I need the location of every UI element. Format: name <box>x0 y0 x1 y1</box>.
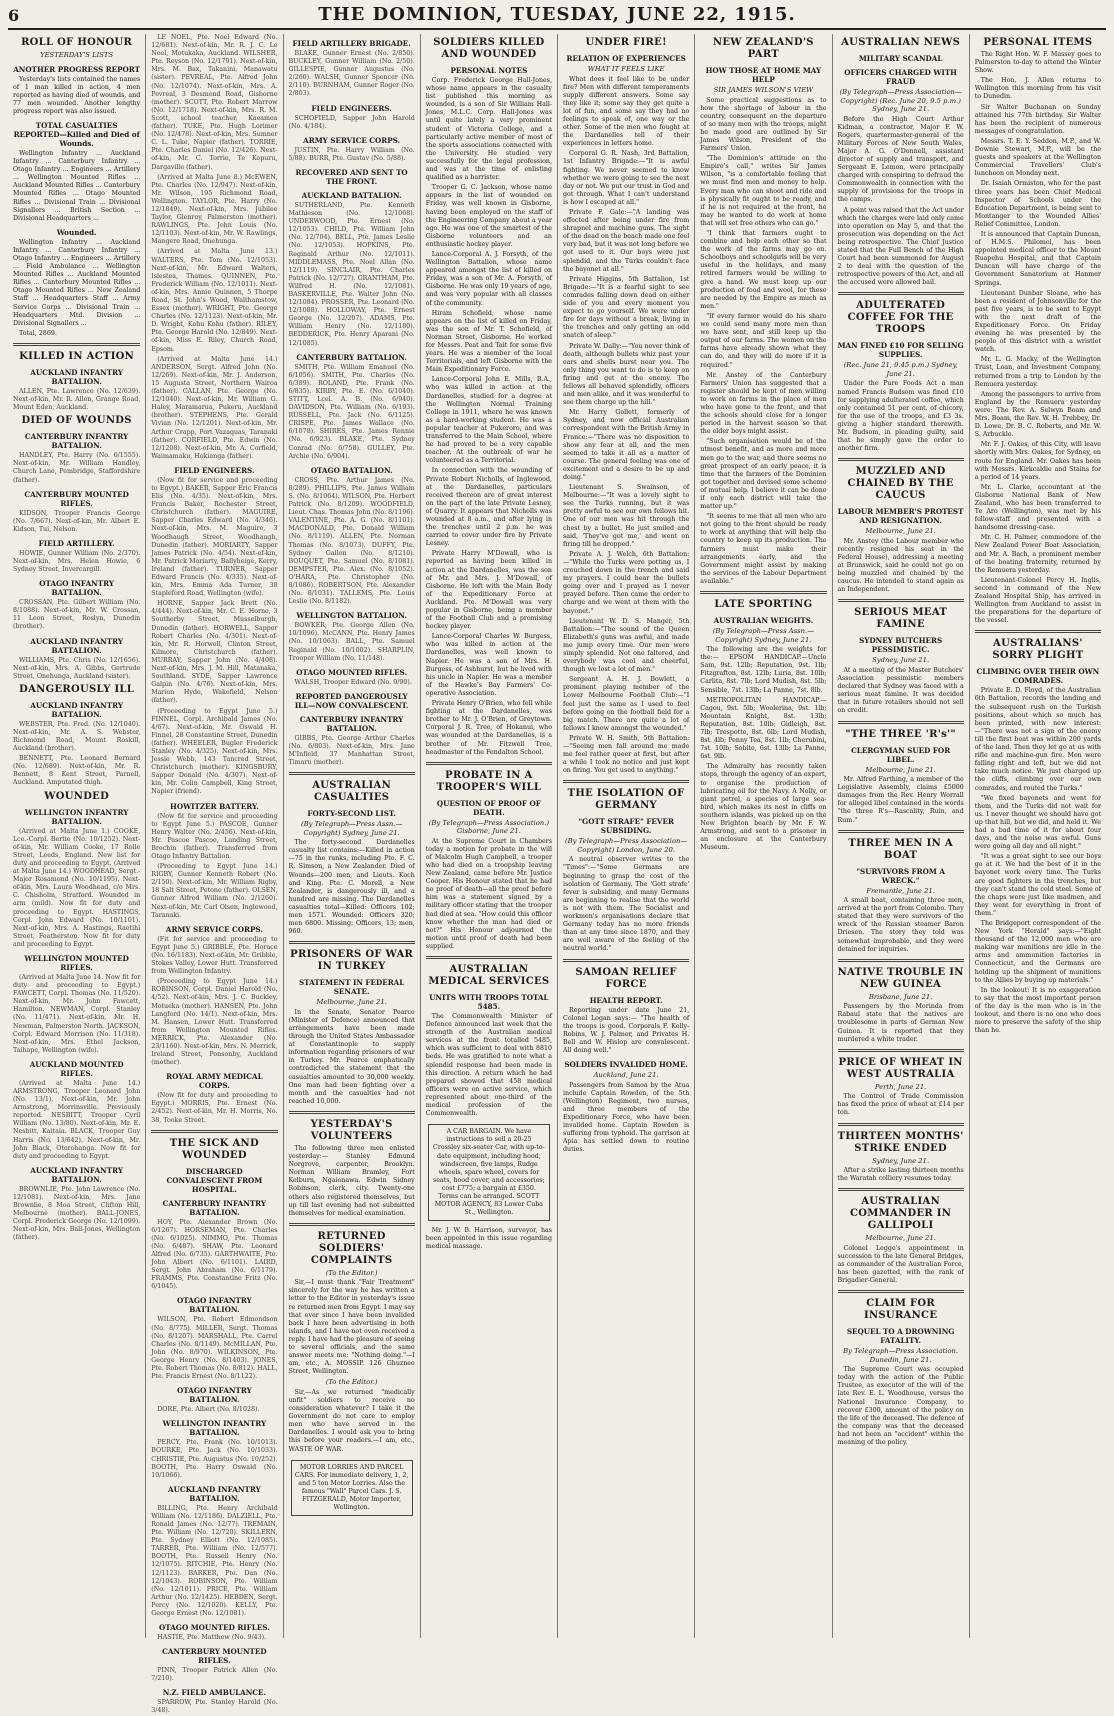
column-rule <box>563 780 689 783</box>
subheading: TOTAL CASUALTIES REPORTED—Killed and Died of Wounds. <box>13 120 140 148</box>
masthead <box>8 4 1106 30</box>
paragraph: Under the Pure Foods Act a man named Francis Budsom was fined £10 for supplying adulterated coffee, which only contained 51 per cent. of chicory, for the use of the troops, and £3 3s. giving a higher standard therewith. Mr. Budsom, in pleading guilty, said that he simply gave the order to another firm. <box>837 380 964 453</box>
subheading: LABOUR MEMBER'S PROTEST AND RESIGNATION. <box>837 507 964 526</box>
list-entry: (Proceeding to Egypt June 5.) FINNEL, Corpl. Archibald James (No. 4/67). Next-of-kin, Mr. Oswald H. Finnel, 28 Constantine Street, Dunedin (father). WHEELER, Bugler Frederick Stanley (No. 4/325). Next-of-kin, Mrs. Jessie Webb, 143 Tancred Street, Christchurch (mother). KINGSBURY, Sapper Donald (No. 4/307). Next-of-kin, Mr. Colin Campbell, King Street, Napier (friend). <box>151 707 278 796</box>
subheading: AUCKLAND INFANTRY BATTALION. <box>30 367 123 386</box>
dateline: Auckland, June 21. <box>593 1071 659 1080</box>
dateline: (By Telegraph—Press Assn.—Copyright) Sydney, June 21. <box>301 820 403 837</box>
list-entry: (Arrived at Malta June 14.) ARMSTRONG, Trooper Leonard John (No. 13/1). Next-of-kin, Mr. John Armstrong, Morrinsville. Previously reported. NESBITT, Trooper Cyril William (No. 13/80). Next-of-kin, Mr. E. Nesbitt, Kaitaia. BLACK, Trooper Guy Harris (No. 13/642). Next-of-kin, Mr. John Black, Otorohanga. Now fit for duty and proceeding to Egypt. <box>13 1079 141 1160</box>
list-entry: HOWIE, Gunner William (No. 2/370). Next-of-kin, Mrs. Helen Howie, 6 Sydney Street, Invercargill. <box>13 549 141 574</box>
headline: PRISONERS OF WAR IN TURKEY <box>290 949 414 973</box>
paragraph: Private E. D. Floyd, of the Australian 6th Battalion, records the landing and the subsequent rush on the Turkish positions, about which so much has been printed, with new interest:—"There was not a sign of the enemy till the first boat was within 200 yards of the land. Then they let go at us with rifle and machine-gun fire. Men were falling right and left, but we did not take much notice. We just charged up the cliffs, climbing over our own comrades, and routed the Turks." <box>974 687 1101 792</box>
subheading: HOW THOSE AT HOME MAY HELP <box>705 66 822 84</box>
paragraph: Mr. Anstey of the Canterbury Farmers' Union has suggested that a register should be kept of men willing to work on farms in the place of men who have gone to the front, and that the schools should close for a longer period in the harvest season so that the elder boys might assist. <box>700 371 827 436</box>
subheading: PERSONAL NOTES <box>450 66 528 75</box>
list-entry: WALSH, Trooper Edward (No. 9/90). <box>294 678 412 686</box>
headline: MUZZLED AND CHAINED BY THE CAUCUS <box>847 466 954 502</box>
paragraph: A point was raised that the Act under which the charges were laid only came into operation on May 5, and that the prosecution was depending on the Act being retrospective. The Chief Justice stated that the Full Bench of the High Court had been summoned for August 2 to deal with the question of the retrospective powers of the Act, and all the accused were allowed bail. <box>837 206 964 287</box>
list-entry: (Now fit for service and proceeding to Egypt.) BAKER, Sapper Eric Francis Elis (No. 4/35). Next-of-kin, Mrs. Francis Baker, Rochester Street, Christchurch (father). MAGUIRE, Sapper Charles Edward (No. 4/346). Next-of-kin, Mrs. M. Maguire, 3 Woodhaugh Street, Woodhaugh, Dunedin (father). MORIARTY, Sapper James Patrick (No. 4/54). Next-of-kin, Mr. Patrick Moriarty, Ballyheige, Kerry, Ireland (father). TURNER, Sapper Edward Francis (No. 4/335). Next-of-kin, Mrs. Emma Ada Turner, 38 Stapleford Road, Wellington (wife). <box>151 476 278 598</box>
subheading: CLIMBING OVER THEIR OWN COMRADES. <box>976 667 1100 686</box>
dateline: YESTERDAY'S LISTS <box>40 51 114 59</box>
paragraph: Some practical suggestions as to how the shortage of labour in the country, consequent on the departure of so many men with the troops, might be made good are outlined by Sir James Wilson, President of the Farmers' Union. <box>700 96 827 153</box>
headline: PROBATE IN A TROOPER'S WILL <box>436 769 542 793</box>
subheading: "SURVIVORS FROM A WRECK." <box>856 866 945 885</box>
column-rule <box>426 956 552 959</box>
headline: PERSONAL ITEMS <box>983 37 1093 48</box>
list-entry: (Arrived at Malta June 14.) ANDERSON, Sergt. Alfred John (No. 12/269). Next-of-kin, Mr. J. Anderson, 15 Augusta Street, Northern Wairoa (father). CALLAN, Pte. George (No. 12/1040). Next-of-kin, Mr. William G. Haley, Maramarua, Pukeru, Auckland (brother). STEPHENS, Pte. Gerald Vivian (No. 12/1201). Next-of-kin, Mr. Arthur Crapp, Port Vazaquas, Taranaki (father). CORFIELD, Pte. Edwin (No. 12/1208). Next-of-kin, Mr. A. Corfield, Waimamaku, Hokianga (father). <box>151 355 278 460</box>
column-rule <box>289 1111 415 1114</box>
list-entry: BOWKER, Pte. George Allen (No. 10/1096). McCANN, Pte. Henry James (No. 10/1063). BALL, Pte. Samuel Reginald (No. 10/1002). SHARPLIN, Trooper William (No. 11/148). <box>288 622 415 662</box>
list-entry: WILLIAMS, Pte. Chris (No. 12/1656). Next-of-kin, Mrs. A. Gibbs, Gertrude Street, Onehunga, Auckland (sister). <box>13 656 141 680</box>
column-rule <box>838 830 964 833</box>
headline: AUSTRALIANS' SORRY PLIGHT <box>992 638 1084 662</box>
paragraph: Mr. C. H. Palmer, commodore of the New Zealand Power Boat Association, and Mr. A. Bach, a prominent member of the boating fraternity, returned by the Remuera yesterday. <box>974 534 1101 574</box>
subheading: MILITARY SCANDAL <box>858 54 943 63</box>
subheading: WELLINGTON BATTALION. <box>296 611 407 621</box>
subheading: CANTERBURY MOUNTED RIFLES. <box>24 489 129 508</box>
subheading: REPORTED DANGEROUSLY ILL—NOW CONVALESCENT. <box>294 691 409 710</box>
paragraph: "If every farmer would do his share we could send many more men than we have sent, and still keep up the output of our farms. The women on the farms have already shown what they can do, and they will do more if it is required." <box>700 312 827 369</box>
list-entry: HORNE, Sapper Jack Brett (No. 4/444). Next-of-kin, Mr. C. E. Horne, 3 Southerby Street, Musselburgh, Dunedin (father). HORWELL, Sapper Robert Charles (No. 4/301). Next-of-kin, Mr. R. Horwell, Clinton Street, Kilmore, Christchurch (father). MURRAY, Sapper John (No. 4/408). Next-of-kin, Mrs. J. M. Hill, Matanaka, Southland. SYDE, Sapper Lawrence Galpin (No. 4/76). Next-of-kin, Mrs. Marion Hyde, Wakefield, Nelson (father). <box>151 600 278 705</box>
headline: THIRTEEN MONTHS' STRIKE ENDED <box>837 1130 964 1154</box>
paragraph: Yesterday's lists contained the names of 1 man killed in action, 4 men reported as having died of wounds, and 77 men wounded. Another lengthy progress report was also issued. <box>13 75 141 115</box>
paragraph: "I think that farmers ought to combine and help each other so that the work of the farms may go on. Schoolboys and schoolgirls will be very useful in the holidays, and many retired farmers would be willing to give a hand. We must keep up our production of food and wool, for these are needed by the Empire as much as men." <box>700 230 827 310</box>
headline: THE ISOLATION OF GERMANY <box>567 788 685 812</box>
list-entry: BLAKE, Gunner Ernest (No. 2/850). BUCKLEY, Gunner William (No. 2/50). GILLESPIE, Gunner Augustus (No. 2/260). WALSH, Gunner Spencer (No. 2/110). BURNHAM, Gunner Roger (No. 2/803). <box>288 50 415 98</box>
column-7 <box>832 34 969 1638</box>
paragraph: Lieutenant-Colonel Percy H. Inglis, second in command of the New Zealand Hospital Ship, has arrived in Wellington from Auckland to assist in the preparations for the departure of the vessel. <box>974 576 1101 625</box>
headline: RETURNED SOLDIERS' COMPLAINTS <box>310 1230 393 1266</box>
paragraph: Mr. F. J. Oakes, of this City, will leave shortly with Mrs. Oakes, for Sydney, en route for England. Mr. Oakes has been with Messrs. Kirkcaldie and Stains for a period of 14 years. <box>974 441 1101 481</box>
column-rule <box>563 959 689 962</box>
headline: "THE THREE 'R's'" <box>845 728 956 740</box>
paragraph: Corp. Frederick George Hall-Jones, whose name appears in the casualty list published this morning as wounded, is a son of Sir William Hall-Jones, M.L.C. Corp. Hall-Jones was until quite lately a very prominent student of Victoria College, and a particularly active member of most of the sports associations connected with the University. He studied very successfully for the legal profession, and was at the time of enlisting qualified as a barrister. <box>425 77 552 182</box>
list-entry: HANDLEY, Pte. Harry (No. 6/1555). Next-of-kin, Mr. William Handley, Church Lane, Pembridge, Staffordshire (father). <box>13 452 141 484</box>
list-entry: BROWNLIE, Pte. John Lawrence (No. 12/1081). Next-of-kin, Mrs. Jane Brownlie, 8 Moa Street, Clifton Hill, Melbourne (mother). BALL-JONES, Corpl. Frederick George (No. 12/1099). Next-of-kin, Mrs. Ball-Jones, Wellington (father). <box>13 1185 141 1242</box>
subheading: N.Z. FIELD AMBULANCE. <box>162 1688 266 1698</box>
column-rule <box>838 1188 964 1191</box>
column-rule <box>700 591 826 594</box>
list-entry: (Proceeding to Egypt June 14.) ROBINSON, Corpl. Daniel Harold (No. 4/52). Next-of-kin, Mrs. J. C. Buckley, Motueka (mother). HANSEN, Pte. John Langford (No. 14/1). Next-of-kin, Mrs. M. Hansen, Lower Hutt. Transferred from Wellington Mounted Rifles. MERRICK, Pte. Alexander (No. 23/1160). Next-of-kin, Mrs. N. Merrick, Ireland Street, Ponsonby, Auckland (mother). <box>151 978 278 1067</box>
paragraph: Messrs. T. E. Y. Seddon, M.P., and W. Downie Stewart, M.P., will be the guests and speakers at the Wellington Commercial Travellers' Club's luncheon on Monday next. <box>974 137 1101 178</box>
paragraph: What does it feel like to be under fire? Men with different temperaments supply different answers. Some say they like it; some say they get quite a lot of fun, and some say they had no feelings to speak of, one way or the other. Some of the men who fought at the Dardanelles tell of their experiences in letters home. <box>563 75 690 148</box>
headline: DANGEROUSLY ILL <box>19 683 135 695</box>
list-entry: (Now fit for service and proceeding to Egypt June 5.) PASCOE, Gunner Henry Walter (No. 2/456). Next-of-kin, Mr. Pascoe Pascoe, Landing Street, Brechin (father). Transferred from Otago Infantry Battalion. <box>151 812 278 860</box>
paragraph: Private W. Dally:—"You never think of death, although bullets whiz past your ears and shells burst near you. The only thing you want to do is to keep on firing and get at the enemy. The fellows all behaved splendidly, officers and men alike, and it was wonderful to see them charge up the hill." <box>563 342 690 407</box>
column-rule <box>838 458 964 461</box>
paragraph: The Bridgeport correspondent of the New York "Herald" says:—"Eight thousand of the 12,000 men who are making war munitions are idle in the arms and ammunition factories in Connecticut, and the Germans are holding up the shipment of munitions to the Allies by buying up materials." <box>974 920 1101 984</box>
column-4 <box>420 34 557 1638</box>
subheading: RECOVERED AND SENT TO THE FRONT. <box>295 167 408 186</box>
column-rule <box>289 772 415 775</box>
paragraph: Hiram Schofield, whose name appears on the list of killed on Friday, was the son of Mr. T. Schofield, of Norman Street, Gisborne. He worked for Messrs. Peat and Tait for some five years. He was a member of the local Territorials, and left Gisborne with the Main Expeditionary Force. <box>425 309 552 374</box>
subheading: AUCKLAND INFANTRY BATTALION. <box>30 700 123 719</box>
paragraph: METROPOLITAN HANDICAP.—Cagou, 9st. 5lb; Woolerina, 9st. 1lb; Mountain Knight, 8st. 13lb; Reputation, 8st. 10lb; Gidleigh, 8st. 7lb; Trespotte, 8st. 6lb; Lord Mudish, 8st. 4lb; Penny Tea, 8st. 1lb; Cherubini, 7st. 10lb; Sobite, 6st. 13lb; La Panne, 6st. 9lb. <box>700 696 827 761</box>
subheading: AUCKLAND MOUNTED RIFLES. <box>29 1059 124 1078</box>
subheading: HEALTH REPORT. <box>589 995 663 1005</box>
paragraph: After a strike lasting thirteen months the Waratah colliery resumes today. <box>837 1167 964 1183</box>
headline: PRICE OF WHEAT IN WEST AUSTRALIA <box>838 1056 963 1080</box>
subheading: RELATION OF EXPERIENCES <box>566 54 686 63</box>
column-rule <box>426 762 552 765</box>
column-1 <box>8 34 145 1638</box>
list-entry: SCHOFIELD, Sapper John Harold (No. 4/184). <box>288 114 415 130</box>
paragraph: Passengers from Samoa by the Atua include Captain Rowden, of the 5th (Wellington) Regiment, two nurses, and three members of the Expeditionary Force, who have been invalided home. Captain Rowden is suffering from typhoid. The garrison at Apia has settled down to routine duties. <box>563 1081 690 1154</box>
subheading: CANTERBURY INFANTRY BATTALION. <box>299 714 404 733</box>
subheading: OFFICERS CHARGED WITH FRAUD <box>844 68 957 86</box>
column-rule <box>838 721 964 724</box>
paragraph: A neutral observer writes to the "Times":—"Some Germans are beginning to grasp the cost of the isolation of Germany. The 'Gott strafe' fever is subsiding, and many Germans are beginning to realise that the world is not with them. The Socialist and workmen's organisations declare that Germany today has no more friends than at any time since 1870, and they are well aware of the feeling of the neutral world." <box>563 856 690 953</box>
dateline: Fremantle, June 21. <box>866 886 935 895</box>
paragraph: Lance-Corporal Charles W. Burgess, who was killed in action at the Dardanelles, was well known to Napier. He was a son of Mrs. H. Burgess, of Ashhurst, but he lived with his uncle in Napier. He was a member of the Hawke's Bay Farmers' Co-operative Association. <box>425 633 552 697</box>
paragraph: Colonel Legge's appointment in succession to the late General Bridges, as commander of the Australian Force, has been gazetted, with the rank of Brigadier-General. <box>837 1244 964 1285</box>
paragraph: The Commonwealth Minister of Defence announced last week that the strength of the Australian medical services at the front totalled 5485, which was sufficient to deal with 8810 beds. He was gratified to note what a splendid response had been made in this direction. A return which he had prepared showed that 458 medical officers were on active service, which represented about one-third of the medical profession of the Commonwealth. <box>425 1013 552 1118</box>
subheading: OTAGO MOUNTED RIFLES. <box>296 667 407 677</box>
subheading: STATEMENT IN FEDERAL SENATE. <box>298 978 405 997</box>
column-8 <box>969 34 1106 1638</box>
headline: SERIOUS MEAT FAMINE <box>854 607 948 631</box>
column-3 <box>283 34 420 1638</box>
paragraph: Dr. Isaiah Ormiston, who for the past three years has been Chief Medical Inspector of Schools under the Education Department, is being sent to Montanger to the Wounded Allies' Relief Committee, London. <box>974 180 1101 228</box>
subheading: SOLDIERS INVALIDED HOME. <box>564 1060 688 1070</box>
subheading: OTAGO BATTALION. <box>310 465 393 475</box>
column-5 <box>557 34 694 1638</box>
paragraph: Wellington Infantry ... Auckland Infantry ... Canterbury Infantry ... Otago Infantry ... Engineers ... Artillery ... Field Ambulance ... Wellington Mounted Rifles ... Auckland Mounted Rifles ... Canterbury Mounted Rifles ... Otago Mounted Rifles ... New Zealand Staff ... Headquarters Staff ... Army Service Corps ... Divisional Train ... Headquarters Mtd. Division ... Divisional Signallers ... <box>13 238 141 327</box>
column-rule <box>838 1123 964 1126</box>
subheading: FORTY-SECOND LIST. <box>307 809 396 819</box>
list-entry: SMITH, Pte. William Emanuel (No. 6/1056). SMITH, Pte. Charles (No. 6/389). ROLAND, Pte. Frank (No. 6/835). KIRBY, Pte. E. (No. 6/1040). STITT, Lcel. A. B. (No. 6/940). DAVIDSON, Pte. William (No. 6/193). RUSSELL, Pte. Jack (No. 6/1125). CRISPE, Pte. James Wallace (No. 6/1078). SHIRES, Pte. James Rennie (No. 6/923). BLAKE, Pte. Sydney Conrad (No. 6/758). GULLEY, Pte. Archie (No. 6/904). <box>288 363 415 460</box>
subheading: QUESTION OF PROOF OF DEATH. <box>436 798 541 817</box>
column-rule <box>289 1223 415 1226</box>
paragraph: At a meeting of the Master Butchers' Association pessimistic members declared that Sydney was faced with a serious meat famine. It was decided that in future retailers should not sell on credit. <box>837 666 964 715</box>
subheading: AUSTRALIAN WEIGHTS. <box>713 616 814 626</box>
paragraph: Sir,—I must thank "Fair Treatment" sincerely for the way he has written a letter to the Editor in yesterday's issue re returned men from Egypt. I may say that ever since I have been invalided back I have been advertising in both islands, and I have not even received a reply. I have had the pleasure of seeing to several officials, and the same answer meets me: "Nothing doing."—I am, etc., A. MOSSIP. 126 Ghuznee Street, Wellington. <box>288 1279 415 1376</box>
dateline: Melbourne, June 21. <box>865 765 936 774</box>
paragraph: Private Henry O'Brien, who fell while fighting at the Dardanelles, was brother to Mr. J. O'Brien, of Greytown. Corporal J. R. Tree, of Hokanui, who was wounded at the Dardanelles, is a brother of Mr. Fitzwell Tree, headmaster of the Fendalton School. <box>425 700 552 756</box>
paragraph: Lieutenant W. D. S. Manger, 5th Battalion:—"The sound of the Queen Elizabeth's guns was awful, and made me jump every time. Our men were simply splendid. Not one faltered, and everybody was cool and cheerful, though we lost a lot of men." <box>563 617 690 674</box>
paragraph: The Hon. J. Allen returns to Wellington this morning from his visit to Dunedin. <box>974 77 1101 101</box>
subheading: ARMY SERVICE CORPS. <box>303 135 401 145</box>
paragraph: The Right Hon. W. F. Massey goes to Palmerston to-day to attend the Winter Show. <box>974 51 1101 75</box>
subheading: WELLINGTON INFANTRY BATTALION. <box>162 1419 267 1438</box>
dateline: Melbourne, June 21. <box>865 1234 936 1243</box>
paragraph: Mr. Anstey (the Labour member who recently resigned his seat in the Federal House), addressing a meeting at Brunswick, said he could not go on being muzzled and chained by the caucus. He intended to stand again as an Independent. <box>837 537 964 594</box>
subheading: WELLINGTON MOUNTED RIFLES. <box>24 953 129 972</box>
paragraph: Private Higgins, 5th Battalion, 1st Brigade:—"It is a fearful sight to see comrades falling down dead on either side of you and every moment you expect to go yourself. We were under fire for days without a break, living in the trenches and only getting an odd snatch of sleep." <box>563 275 690 340</box>
subheading: FIELD ENGINEERS. <box>311 103 392 113</box>
list-entry: HASTIE, Pte. Matthew (No. 9/43). <box>157 1634 267 1642</box>
dateline: Sydney, June 21. <box>872 1156 930 1165</box>
subheading: SYDNEY BUTCHERS PESSIMISTIC. <box>859 636 943 655</box>
paragraph: At the Supreme Court in Chambers today a motion for probate in the will of Malcolm Hugh Campbell, a trooper who had died on a troopship leaving New Zealand, came before Mr. Justice Cooper. His Honour stated that he had no proof of death—all the proof before him was a statement signed by a military officer stating that the trooper had died at sea. "How could this officer know whether the man had died or not?" His Honour adjourned the motion until proof of death had been supplied. <box>425 837 552 950</box>
paragraph: Lance-Corporal John E. Mills, B.A., who was killed in action at the Dardanelles, studied for a degree at the Wellington Normal Training College in 1911, where he was known as a hard-working student. He was a popular teacher at Pukeroro, and was transferred to the Main School, where he had proved to be a very capable teacher. At the outbreak of war he volunteered as a Territorial. <box>425 376 552 465</box>
list-entry: JUSTIN, Pte. Harry William (No. 5/88). BURR, Pte. Gustav (No. 5/88). <box>288 146 415 162</box>
subheading: SEQUEL TO A DROWNING FATALITY. <box>846 1327 955 1346</box>
list-entry: BILLING, Pte. Henry Archibald William (No. 12/1186). DALZIELL, Pte. Ronald James (No. 12/77). TREMAIN, Pte. William (No. 12/720). SKILLERN, Pte. Sydney Elliott (No. 12/1085). TARRER, Pte. William (No. 12/577). BOOTH, Pte. Russell Henry (No. 12/1075). RITCHIE, Pte. Henry (No. 12/1123). BARKER, Pte. Dan (No. 12/1043). ROBINSON, Pte. William (No. 12/1011). PRICE, Pte. William Arthur (No. 12/1425). HEBDEN, Sergt. Percy (No. 12/1020). KELLY, Pte. George Ernest (No. 12/1081). <box>151 1504 278 1617</box>
headline: CLAIM FOR INSURANCE <box>863 1298 938 1322</box>
newspaper-title: THE DOMINION, TUESDAY, JUNE 22, 1915. <box>318 4 796 25</box>
column-rule <box>151 1130 277 1133</box>
list-entry: (Arrived at Malta June 13.) WALTERS, Pte. Tom (No. 12/1053). Next-of-kin, Mr. Edward Walters, Islestea, Thames. QUINNEN, Pte. Frederick William (No. 12/1011). Next-of-kin, Mrs. Annie Quinnen, 5 Thorpe Road, St. John's Wood, Walthamstow, Essex (mother). WRIGHT, Pte. George Charles (No. 12/1123). Next-of-kin, Mr. D. Wright, Kohu Kohu (father). RILEY, Pte. George Harold (No. 12/849). Next-of-kin, Miss E. Riley, Church Road, Epsom. <box>151 248 278 353</box>
paragraph: Lance-Corporal A. J. Forsyth, of the Wellington Battalion, whose name appeared amongst the list of killed on Friday, was a son of Mr. A. Forsyth, of Gisborne. He was only 19 years of age, and was very popular with all classes of the community. <box>425 250 552 307</box>
paragraph: The forty-second Dardanelles casualty list contains:—Killed in action—75 in the ranks, including Pte. F. C. R. Simson, a New Zealander. Died of Wounds—200 men, and Lieuts. Koch and King. Pte. C. Morell, a New Zealander, is dangerously ill, and a hundred are missing. The Dardanelles casualties total—Killed: Officers 102; men 1571. Wounded: Officers 320; men 6800. Missing: Officers, 13; men, 960. <box>288 839 415 936</box>
paragraph: Mr. Harry Gollett, formerly of Sydney, and now official Australian correspondent with the British Army in France:—"There was no disposition to show any fear at all, and the men seemed to take it all as a matter of course. The general feeling was one of excitement and a desire to be up and doing." <box>563 409 690 481</box>
list-entry: DORE, Pte. Albert (No. 8/1028). <box>157 1406 260 1414</box>
subheading: OTAGO INFANTRY BATTALION. <box>177 1386 252 1405</box>
subheading: Wounded. <box>56 227 97 237</box>
paragraph: Passengers by the Morinda from Rabaul state that the natives are troublesome in parts of German New Guinea. It is reported that they murdered a white trader. <box>837 1003 964 1043</box>
subheading: UNITS WITH TROOPS TOTAL 5485. <box>429 993 549 1011</box>
list-entry: SUTHERLAND, Pte. Kenneth Mathieson (No. 12/1068). UNDERWOOD, Pte. Ernest (No. 12/1053). CHILD, Pte. William John (No. 12/704). BELL, Pte. James Leslie (No. 12/1053). HOPKINS, Pte. Reginald Arthur (No. 12/1011). MIDDLEMASS, Pte. Noel Allan (No. 12/1119). SINCLAIR, Pte. Charles Patrick (No. 12/727). GRANTHAM, Pte. Wilfred H. (No. 12/1081). BASKERVILLE, Pte. Walter John (No. 12/1084). PROSSER, Pte. Leonard (No. 12/1088). HOLLOWAY, Pte. Ernest George (No. 12/207). ADAMS, Pte. William Henry (No. 12/1180). BEDDERICK, Pte. Henry Aparani (No. 12/1085). <box>288 201 415 347</box>
subheading: AUCKLAND INFANTRY BATTALION. <box>30 1165 123 1184</box>
column-rule <box>838 1049 964 1052</box>
headline: WOUNDED <box>44 790 110 802</box>
paragraph: It is announced that Captain Duncan, of H.M.S. Philomel, has been appointed medical officer to the Mount Ruapehu Hospital, and that Captain Duncan will have charge of the Government Sanatorium at Hanmer Springs. <box>974 230 1101 287</box>
headline: THE SICK AND WOUNDED <box>169 1137 259 1161</box>
paragraph: In the Senate, Senator Pearce (Minister of Defence) announced that arrangements have been made through the United States Ambassador at Constantinople to supply information regarding prisoners of war in Turkey. Mr. Pearce emphatically contradicted the statement that the casualties amounted to 30,000 weekly. One man had been fighting over a month and the casualties had not reached 10,000. <box>288 1008 415 1105</box>
paragraph: "It was a great sight to see our boys go at it. We had the best of it in the bayonet work every time. The Turks are good fighters in the trenches, but they can't stand the cold steel. Some of the chaps were just like madmen, and they went for everything in front of them." <box>974 853 1101 917</box>
dateline: SIR JAMES WILSON'S VIEW <box>713 86 814 94</box>
paragraph: The following are the weights for the:— EPSOM HANDICAP.—Uncle Sam, 9st. 12lb; Reputation, 9st. 1lb; Fitzgrafton, 8st. 12lb; Luria, 8st. 10lb; Carlita, 8st. 7lb; Lord Mudish, 8st. 5lb; Sensible, 7st. 13lb; La Panne, 7st. 8lb. <box>700 646 827 694</box>
subheading: ANOTHER PROGRESS REPORT <box>13 64 141 74</box>
list-entry: CROSSAN, Pte. Gilbert William (No. 8/1088). Next-of-kin, Mr. W. Crossan, 11 Leon Street, Roslyn, Dunedin (brother). <box>13 599 141 631</box>
list-entry: (Now fit for duty and proceeding to Egypt.) MORRIS, Pte. Ernest (No. 2/452). Next-of-kin, Mr. H. Morris, No. 38, Tooke Street. <box>151 1092 278 1124</box>
column-rule <box>975 630 1101 633</box>
advertisement: MOTOR LORRIES AND PARCEL CARS. For immediate delivery, 1, 2, and 5 ton Motor Lorries. Also the famous "Wall" Parcel Cars. J. S. FITZGERALD, Motor Importer, Wellington. <box>291 1460 413 1517</box>
column-rule <box>838 292 964 295</box>
list-entry: WILSON, Pte. Robert Edmondson (No. 8/775). MILLER, Sergt. Thomas (No. 8/1207). MARSHALL, Pte. Carrel Charles (No. 8/1149). McMILLAN, Pte. John (No. 8/970). WILKINSON, Pte. George Henry (No. 8/1403). JONES, Pte. Robert Thomas (No. 8/812). HALL, Pte. Francis Ernest (No. 8/1122). <box>151 1316 278 1381</box>
headline: SAMOAN RELIEF FORCE <box>575 966 677 990</box>
subheading: ROYAL ARMY MEDICAL CORPS. <box>166 1072 263 1091</box>
column-rule <box>13 343 140 346</box>
subheading: AUCKLAND INFANTRY BATTALION. <box>30 636 123 655</box>
dateline: Perth, June 21. <box>874 1082 927 1091</box>
subheading: AUCKLAND INFANTRY BATTALION. <box>168 1484 261 1503</box>
list-entry: ALLEN, Pte. Lawrence (No. 12/639). Next-of-kin, Mr. R. Allen, Grange Road, Mount Eden, Auckland. <box>13 387 141 412</box>
list-entry: (Fit for service and proceeding to Egypt June 5.) GRIBBLE, Pte. Horace (No. 16/1183). Next-of-kin, Mr. Gribble, Stokes Valley, Lower Hutt. Transferred from Wellington Infantry. <box>151 935 278 976</box>
subheading: OTAGO INFANTRY BATTALION. <box>39 579 114 598</box>
dateline: (To the Editor.) <box>325 1378 378 1387</box>
paragraph: Wellington Infantry ... Auckland Infantry ... Canterbury Infantry ... Otago Infantry ... Engineers ... Artillery ... Wellington Mounted Rifles ... Auckland Mounted Rifles ... Canterbury Mounted Rifles ... Otago Mounted Rifles ... Divisional Train ... Divisional Signallers ... British Section ... Divisional Headquarters ... <box>13 149 141 222</box>
paragraph: Corporal G. R. Nash, 3rd Battalion, 1st Infantry Brigade:—"It is awful fighting. We never seemed to know whether we were going to see the next day or not. We put our trust in God and got through. What I can't understand is how I escaped at all." <box>563 150 690 206</box>
dateline: (By Telegraph—Press Association—Copyright) (Rec. June 20, 9.5 p.m.) Sydney, June 21. <box>839 88 962 113</box>
headline: KILLED IN ACTION <box>19 350 135 362</box>
paragraph: The following three men enlisted yesterday:— Stanley Edmund Norgrove, carpenter, Brooklyn. Norman William Bramley, Fort Kelburn, Ngaionawa. Edwin Sidney Robinson, clerk, city. Twenty-one others also registered themselves, but up till last evening had not submitted themselves for medical examination. <box>288 1144 415 1217</box>
columns <box>8 34 1106 1715</box>
list-entry: SPARROW, Pte. Stanley Harold (No. 3/48). <box>151 1699 278 1715</box>
dateline: (By Telegraph—Press Association—Copyright) London, June 20. <box>565 837 688 854</box>
list-entry: (Proceeding to Egypt June 14.) RIGBY, Gunner Kenneth Robert (No. 2/150). Next-of-kin, Mr. William Rigby, 18 Salt Street, Petone (father). OLSEN, Gunner Alfred William (No. 2/1260). Next-of-kin, Mr. Carl Olsen, Inglewood, Taranaki. <box>151 863 278 919</box>
headline: AUSTRALIAN NEWS <box>841 37 961 48</box>
subheading: "GOTT STRAFE" FEVER SUBSIDING. <box>578 817 674 836</box>
dateline: Melbourne, June 21. <box>865 527 936 536</box>
paragraph: Private W. H. Smith, 5th Battalion:—"Seeing men fall around me made me feel rather queer at first, but after a while I took no notice and just kept on firing. You get used to anything." <box>563 734 690 775</box>
list-entry: CROSS, Pte. Arthur James (No. 8/289). PHILLIPS, Pte. James William S. (No. 8/1064). WILSON, Pte. Herbert Patrick (No. 8/1209). WOODFIELD, Lieut. Chas. Thomas John (No. 8/1196). VALENTINE, Pte. A. G. (No. 8/1101). MACDONALD, Pte. Donald William (No. 8/1119). ALLEN, Pte. Norman Thomas (No. 8/1073). DUFFY, Pte. Sydney Gallon (No. 8/1210). BOUQUET, Pte. Samuel (No. 8/1081). DEMPSTER, Pte. Alex. (No. 8/1052). O'HARA, Pte. Christopher (No. 8/1086). ROBERTSON, Pte. Alexander (No. 8/1031). TALLEMS, Pte. Louis Leslie (No. 8/1182). <box>288 476 415 606</box>
subheading: AUCKLAND BATTALION. <box>301 190 402 200</box>
paragraph: Mr. L. Clarke, accountant at the Gisborne National Bank of New Zealand, who has been transferred to Te Aro (Wellington), was met by his fellow-staff and presented with a handsome dressing-case. <box>974 483 1101 532</box>
paragraph: The Admiralty has recently taken steps, through the agency of an expert, to organise the production of lubricating oil for the Navy. A Nelly, or giant petrel, a species of large sea-bird, which makes its nest in cliffs on southern islands, was picked up on the New Brighton beach by Mr. F. W. Armstrong, and sent to a prisoner in an enclosure at the Canterbury Museum. <box>700 763 827 852</box>
subheading: CANTERBURY INFANTRY BATTALION. <box>24 432 129 451</box>
subheading: MAN FINED £10 FOR SELLING SUPPLIES. <box>837 341 964 360</box>
headline: LATE SPORTING <box>714 599 813 611</box>
list-entry: PINN, Trooper Patrick Allen (No. 7/210). <box>151 1667 278 1683</box>
paragraph: A small boat, containing three men, arrived at the port from Colombo. They stated that they were survivors of the wreck of the Russian steamer Baron Driesen. The story they told was somewhat improbable, and they were detained for inquiries. <box>837 897 964 953</box>
list-entry: LE NOEL, Pte. Noel Edward (No. 12/681). Next-of-kin, Mr. R. J. C. Le Noel, Motukaka, Auckland. WILSHER, Pte. Reyson (No. 12/1791). Next-of-kin, Mrs. M. Bax, Takanini, Manawatu (sister). PEVREAL, Pte. Alfred John (No. 12/1074). Next-of-kin, Mrs. A. Pevreal, 3 Desmond Road, Gisborne (mother). SCOTT, Pte. Robert Marrow (No. 12/1718). Next-of-kin, Mrs. R. M. Scott, school teacher, Kaeamea (father). TUKE, Pte. Hugh Lorimer (No. 12/478). Next-of-kin, Mrs. Sumner C. L. Tuke, Napier (father). TORRIE, Pte. Charles Daniel (No. 12/426). Next-of-kin, Mr. C. Torrie, Te Kopuru, Dargaville (father). <box>151 34 278 171</box>
headline: THREE MEN IN A BOAT <box>848 837 953 861</box>
paragraph: Sir,—As we returned "medically unfit" soldiers to receive no consideration whatever? I take it the Government do not care to employ men who have served in the Dardanelles. I would ask you to bring this before your readers.—I am, etc., WASTE OF WAR. <box>288 1388 415 1453</box>
dateline: (By Telegraph—Press Association.) Gisborne, June 21. <box>428 818 549 836</box>
dateline: WHAT IT FEELS LIKE <box>587 65 665 73</box>
subheading: HOWITZER BATTERY. <box>170 801 259 811</box>
subheading: CANTERBURY BATTALION. <box>296 352 407 362</box>
paragraph: Mr. Alfred Farthing, a member of the Legislative Assembly, claims £5000 damages from the Rev. Henry Worrall for alleged libel contained in the words "the three R's—Rascality, Ruin, and Rum." <box>837 776 964 824</box>
list-entry: HOY, Pte. Alexander Brown (No. 6/1267). HORSEMAN, Pte. Charles (No. 6/1025). NIMMO, Pte. Thomas (No. 6/487). SHAW, Pte. Leonard Alfred (No. 6/735). GARTHWAITE, Pte. John Albert (No. 6/1101). LAIRD, Sergt. John Abraham (No. 6/1179). FRAMMS, Pte. Constantine Fritz (No. 6/1045). <box>151 1218 278 1291</box>
headline: AUSTRALIAN CASUALTIES <box>312 780 392 804</box>
paragraph: Before the High Court Arthur Kidman, a contractor, Major F. W. Rogers, quartermaster-general of the Military Forces of New South Wales, Major A. G. O'Donnell, assistant director of supply and transport, and Sergeant E. Lemon, were principally charged with conspiring to defraud the Commonwealth in connection with the supply of provisions for the troops in the camps. <box>837 115 964 204</box>
headline: NEW ZEALAND'S PART <box>712 37 814 60</box>
column-rule <box>838 1290 964 1293</box>
dateline: Melbourne, June 21. <box>316 998 387 1007</box>
list-entry: (Arrived at Malta June 14. Now fit for duty and proceeding to Egypt.) FAWCETT, Corpl. Thomas (No. 11/520). Next-of-kin, Mr. John Fawcett, Hamilton. NEWMAN, Corpl. Stanley (No. 11/471). Next-of-kin, Mr. H. Newman, Palmerston North. JACKSON, Corpl. Edward Morrison (No. 11/318). Next-of-kin, Mrs. Ethel Jackson, Taihape, Wellington (wife). <box>13 973 141 1054</box>
paragraph: Lieutenant S. Swainson, of Melbourne:—"It was a lovely sight to see the Turks running, but it was pretty awful to see our own fellows hit. One of our men was hit through the chest by a bullet. He just smiled and said, 'They've got me,' and went on firing till he dropped." <box>563 484 690 548</box>
list-entry: WEBSTER, Pte. Fred. (No. 12/1040). Next-of-kin, Mr. A. S. Webster, Richmond Road, Mount Roskill, Auckland (brother). <box>13 720 141 753</box>
column-2 <box>145 34 282 1715</box>
paragraph: "The Dominion's attitude on the Empire's call," writes Sir James Wilson, "is a comfortable feeling that we must find men and money to help. Every man who can shoot and ride and is physically fit ought to be ready, and if he is not required at the front, he may be wanted to do work at home that will set free others who can go." <box>700 155 827 227</box>
page-number: 6 <box>8 6 20 25</box>
dateline: (Rec. June 21, 9.45 p.m.) Sydney, June 21. <box>843 361 958 378</box>
dateline: (To the Editor.) <box>325 1268 378 1277</box>
subheading: CLERGYMAN SUED FOR LIBEL. <box>851 745 951 764</box>
headline: YESTERDAY'S VOLUNTEERS <box>310 1118 393 1142</box>
paragraph: Total, 2869. <box>19 329 57 337</box>
subheading: WELLINGTON INFANTRY BATTALION. <box>24 807 129 826</box>
list-entry: PERCY, Pte. Frank (No. 10/1013). BOURKE, Pte. Jack (No. 10/1033). CHRISTIE, Pte. Augustus (No. 10/252). BOOTH, Pte. Harry Oswald (No. 10/1066). <box>151 1439 278 1479</box>
subheading: FIELD ARTILLERY BRIGADE. <box>292 39 411 48</box>
paragraph: Private Harry M'Dowall, who is reported as having been killed in action at the Dardanelles, was the son of Mr. and Mrs. J. M'Dowall, of Gisborne. He left with the Main Body of the Expeditionary Force at Auckland. Pte. M'Dowall was very popular in Gisborne, being a member of the Football Club and a promising hockey player. <box>425 550 552 631</box>
paragraph: In the lookout: It is no exaggeration to say that the most important person of the day is the man who is in the lookout, and there is no one who does more to preserve the safety of the ship than he. <box>974 986 1101 1035</box>
paragraph: "Such organisation would be of the utmost benefit, and as more and more men go to the war, and there seems no great prospect of an early peace, it is time that the farmers of the Dominion got together and devised some scheme of mutual help. I believe it can be done if only each district will take the matter up." <box>700 438 827 511</box>
subheading: OTAGO MOUNTED RIFLES. <box>159 1623 270 1633</box>
dateline: (By Telegraph—Press Assn.—Copyright) Sydney, June 21. <box>712 627 814 644</box>
headline: NATIVE TROUBLE IN NEW GUINEA <box>837 966 964 990</box>
dateline: Brisbane, June 21. <box>868 992 933 1001</box>
paragraph: The Supreme Court was occupied today with the action of the Public Trustee, as executor of the will of the late Rev. E. L. Woodhouse, versus the National Insurance Company, to recover £300, amount of the policy on the life of the deceased. The defence of the company was that the deceased had not been an "accident" within the meaning of the policy. <box>837 1366 964 1446</box>
list-entry: GIBBS, Pte. George Arthur Charles (No. 6/803). Next-of-kin, Mrs. Jane M'Infield, 37 Manhattan Street, Timaru (mother). <box>288 734 415 767</box>
subheading: FIELD ARTILLERY. <box>38 538 115 548</box>
list-entry: KIDSON, Trooper Francis George (No. 7/667). Next-of-kin, Mr. Albert E. Kidson, Tui, Nelson. <box>13 509 141 533</box>
subheading: CANTERBURY INFANTRY BATTALION. <box>162 1198 267 1217</box>
subheading: OTAGO INFANTRY BATTALION. <box>177 1296 252 1315</box>
paragraph: Trooper G. C. Jackson, whose name appears in the list of wounded on Friday, was well known in Gisborne, having been employed on the staff of the Engineering Company about a year ago. He was one of the smartest of the Gisborne volunteers and an enthusiastic hockey player. <box>425 184 552 248</box>
headline: DIED OF WOUNDS <box>21 415 132 427</box>
headline: ADULTERATED COFFEE FOR THE TROOPS <box>847 300 954 336</box>
advertisement: A CAR BARGAIN. We have instructions to sell a 20-25 Crossley six-seater Car, with up-to-date equipment, including hood, windscreen, five lamps, Rudge wheels, spare wheel, covers for seats, hood cover, and accessories; cost £775; a bargain at £350. Terms can be arranged. SCOTT MOTOR AGENCY, 83 Lower Cuba St., Wellington. <box>428 1124 550 1221</box>
paragraph: Sir Walter Buchanan on Sunday attained his 77th birthday. Sir Walter has been the recipient of numerous messages of congratulation. <box>974 103 1101 135</box>
list-entry: (Arrived at Malta June 1.) COOKE, Lce.-Corpl. Bertie (No. 10/1252). Next-of-kin, Mr. William Cooke, 17 Rolle Street, Leeds, England. New list for duty and proceeding to Egypt. (Arrived at Malta June 14.) WOODHEAD, Sergt.-Major Rosamond (No. 10/1195). Next-of-kin, Mrs. Laura Woodhead, c/o Mrs. C. Chisholm, Stratford. Wounded in arm (mild). Now fit for duty and proceeding to Egypt. HASTINGS, Corpl. John Edward (No. 10/1101). Next-of-kin, Mrs. A. Hastings, Raetihi Street, Featherston. Now fit for duty and proceeding to Egypt. <box>13 827 141 948</box>
list-entry: BENNETT, Pte. Leonard Bernard (No. 12/689). Next-of-kin, Mr. R. Bennett, 8 Kent Street, Parnell, Auckland. Amputated thigh. <box>13 755 141 787</box>
headline: UNDER FIRE! <box>585 37 667 48</box>
dateline: By Telegraph—Press Association. Dunedin, June 21. <box>843 1347 959 1364</box>
paragraph: Private F. Gale:—"A landing was effected after being under fire from shrapnel and machine guns. The sight of the dead on the beach made one feel very bad, but it was not long before we got used to it. Our boys were just splendid, and the Turks couldn't face the bayonet at all." <box>563 209 690 273</box>
subheading: FIELD ENGINEERS. <box>174 465 255 475</box>
paragraph: Lieutenant Dunbar Sloane, who has been a resident of Johnsonville for the past five years, is to be sent to Egypt with the next draft of the Expeditionary Force. On Friday evening he was presented by the people of this district with a wristlet watch. <box>974 289 1101 354</box>
paragraph: Sergeant A. H. J. Bowlett, a prominent playing member of the Lower Melbourne Football Club:—"I feel just the same as I used to feel before going on the football field for a big match. There are quite a lot of fellows I knew amongst the wounded." <box>563 676 690 732</box>
subheading: CANTERBURY MOUNTED RIFLES. <box>162 1647 267 1666</box>
headline: SOLDIERS KILLED AND WOUNDED <box>433 37 545 60</box>
headline: AUSTRALIAN MEDICAL SERVICES <box>428 964 550 987</box>
headline: ROLL OF HONOUR <box>21 37 133 48</box>
paragraph: Private A. J. Welch, 6th Battalion:—"While the Turks were potting us, I crouched down in the trench and said my prayers. I could hear the bullets going over and I prayed as I never prayed before. Then came the order to charge and we went at them with the bayonet." <box>563 550 690 615</box>
paragraph: Among the passengers to arrive from England by the Remuera yesterday were: The Rev. A. Selwyn Boam and Mrs. Boam, the Rev. W. H. Trebbey, Dr. D. Lowe, Dr. B. C. Roberts, and Mr. W. S. Arbuckle. <box>974 390 1101 439</box>
column-6 <box>694 34 831 1638</box>
paragraph: Mr. L. G. Macky, of the Wellington Trust, Loan, and Investment Company, returned from a trip to London by the Remuera yesterday. <box>974 356 1101 388</box>
paragraph: In connection with the wounding of Private Robert Nicholls, of Inglewood, at the Dardanelles, particulars received thereon are of great interest on the part of the late Private Lesney, of Quarry. It appears that Nicholls was wounded at 8 a.m., and after lying in the trenches until 2 p.m. he was carried to cover under fire by Private Lesney. <box>425 467 552 548</box>
column-rule <box>838 959 964 962</box>
subheading: ARMY SERVICE CORPS. <box>165 924 263 934</box>
paragraph: "We fixed bayonets and went for them, and the Turks did not wait for us. I never thought we should have got up that hill, but we did, and held it. We had a bad time of it for about four days, and the noise was awful. Guns were going all day and all night." <box>974 794 1101 851</box>
column-rule <box>838 599 964 602</box>
paragraph: Reporting under date June 21, Colonel Logan says:— "The health of the troops is good. Corporals F. Kelly-Robins, W. J. Palmer, and Privates H. Bell and W. Hislop are convalescent. All doing well." <box>563 1006 690 1054</box>
column-rule <box>289 941 415 944</box>
subheading: DISCHARGED CONVALESCENT FROM HOSPITAL. <box>166 1166 263 1194</box>
headline: AUSTRALIAN COMMANDER IN GALLIPOLI <box>850 1196 952 1232</box>
paragraph: "It seems to me that all men who are not going to the front should be ready to work at anything that will help the country to keep up its production. The farmers must make their arrangements early, and the Government might assist by making the services of the Labour Department available." <box>700 513 827 585</box>
paragraph: Mr. J. W. B. Harrison, surveyor, has been appointed in this issue regarding medical massage. <box>425 1227 552 1251</box>
dateline: Sydney, June 21. <box>872 656 930 665</box>
paragraph: The Control of Trade Commission has fixed the price of wheat at £14 per ton. <box>837 1093 964 1117</box>
list-entry: (Arrived at Malta June 8.) McEWEN, Pte. Charles (No. 12/947). Next-of-kin, Mr. Wilson, 195 Richmond Road, Wellington. TAYLOR, Pte. Harry (No. 12/1849). Next-of-kin, Mrs. Jubilee Taylor, Glenroy, Palmerston (mother). RAWLINGS, Pte. John Louis (No. 12/1103). Next-of-kin, Mr. W. Rawlings, Mangere Road, Onehunga. <box>151 173 278 246</box>
